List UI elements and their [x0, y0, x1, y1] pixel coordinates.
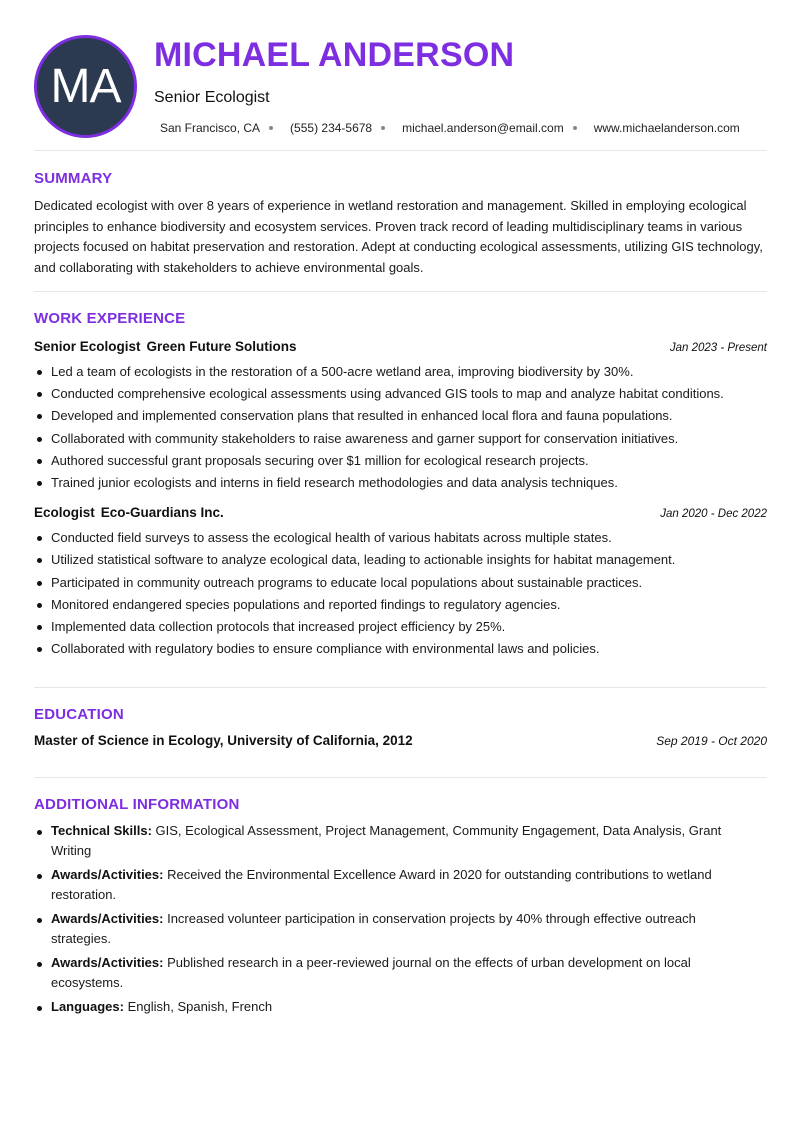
item-text: Increased volunteer participation in conservation projects by 40% through effective outreach strategies. [51, 911, 696, 946]
job-role: Ecologist [34, 505, 95, 521]
education-section [34, 688, 767, 778]
list-item: Led a team of ecologists in the restoration of a 500-acre wetland area, improving biodiversity by 30%. [34, 361, 767, 383]
list-item: Monitored endangered species populations and reported findings to regulatory agencies. [34, 594, 767, 616]
list-item: Trained junior ecologists and interns in field research methodologies and data analysis techniques. [34, 472, 767, 494]
separator-dot-icon [381, 126, 385, 130]
work-experience-heading: WORK EXPERIENCE [34, 310, 186, 327]
contact-info [160, 121, 740, 135]
additional-bullets [34, 821, 767, 1017]
list-item: Collaborated with regulatory bodies to ensure compliance with environmental laws and policies. [34, 638, 767, 660]
item-label: Awards/Activities: [51, 867, 164, 882]
separator-dot-icon [573, 126, 577, 130]
list-item: Conducted field surveys to assess the ecological health of various habitats across multiple states. [34, 527, 767, 549]
job-entry [34, 504, 767, 660]
list-item [34, 997, 767, 1017]
list-item [34, 865, 767, 904]
item-text: GIS, Ecological Assessment, Project Management, Community Engagement, Data Analysis, Grant Writing [51, 823, 722, 858]
list-item [34, 953, 767, 992]
summary-text: Dedicated ecologist with over 8 years of experience in wetland restoration and management. Skilled in employing ecological principles to enhance biodiversity and ecosystem services. Proven track record of leading multidisciplinary teams in various projects focused on habitat preservation and restoration. Adept at conducting ecological assessments, utilizing GIS technology, and collaborating with stakeholders to achieve environmental goals. [34, 198, 763, 275]
job-dates: Jan 2020 - Dec 2022 [660, 508, 767, 521]
list-item: Authored successful grant proposals securing over $1 million for ecological research projects. [34, 450, 767, 472]
location-text: San Francisco, CA [160, 121, 261, 135]
education-dates: Sep 2019 - Oct 2020 [656, 734, 767, 748]
summary-section [34, 151, 767, 292]
contact-phone [290, 121, 402, 135]
list-item: Collaborated with community stakeholders to raise awareness and garner support for conservation initiatives. [34, 428, 767, 450]
job-role: Senior Ecologist [34, 339, 141, 354]
separator-dot-icon [269, 126, 273, 130]
job-header [34, 504, 767, 522]
item-label: Awards/Activities: [51, 955, 164, 970]
job-company: Green Future Solutions [146, 339, 297, 354]
list-item: Implemented data collection protocols that increased project efficiency by 25%. [34, 616, 767, 638]
summary-heading: SUMMARY [34, 170, 113, 187]
job-title: Senior Ecologist [154, 89, 270, 106]
candidate-name: MICHAEL ANDERSON [154, 36, 515, 74]
education-heading: EDUCATION [34, 706, 124, 723]
item-text: Published research in a peer-reviewed journal on the effects of urban development on local ecosystems. [51, 955, 691, 990]
list-item: Utilized statistical software to analyze ecological data, leading to actionable insights for habitat management. [34, 549, 767, 571]
avatar [34, 35, 137, 138]
list-item: Participated in community outreach programs to educate local populations about sustainable practices. [34, 572, 767, 594]
item-label: Awards/Activities: [51, 911, 164, 926]
education-entry [34, 733, 767, 748]
item-label: Technical Skills: [51, 823, 152, 838]
list-item [34, 821, 767, 860]
resume-page [34, 0, 767, 1022]
job-bullets [34, 527, 767, 660]
list-item: Developed and implemented conservation plans that resulted in enhanced local flora and fauna populations. [34, 405, 767, 427]
contact-location [160, 121, 290, 135]
contact-website[interactable] [594, 121, 740, 135]
additional-information-heading: ADDITIONAL INFORMATION [34, 796, 240, 813]
item-label: Languages: [51, 999, 124, 1014]
item-text: Received the Environmental Excellence Award in 2020 for outstanding contributions to wetland restoration. [51, 867, 712, 902]
email-link[interactable]: michael.anderson@email.com [402, 121, 564, 135]
job-header [34, 338, 767, 356]
additional-information-section [34, 778, 767, 1017]
education-degree: Master of Science in Ecology, University of California, 2012 [34, 733, 413, 748]
phone-text: (555) 234-5678 [290, 121, 373, 135]
avatar-initials: MA [50, 60, 121, 113]
resume-header [34, 0, 767, 151]
job-dates: Jan 2023 - Present [669, 342, 767, 354]
list-item [34, 909, 767, 948]
job-bullets [34, 361, 767, 494]
contact-email[interactable] [402, 121, 594, 135]
job-company: Eco-Guardians Inc. [100, 505, 224, 521]
work-experience-section [34, 292, 767, 688]
website-link[interactable]: www.michaelanderson.com [593, 121, 740, 135]
job-entry [34, 338, 767, 494]
item-text: English, Spanish, French [123, 999, 273, 1014]
list-item: Conducted comprehensive ecological assessments using advanced GIS tools to map and analyze habitat conditions. [34, 383, 767, 405]
